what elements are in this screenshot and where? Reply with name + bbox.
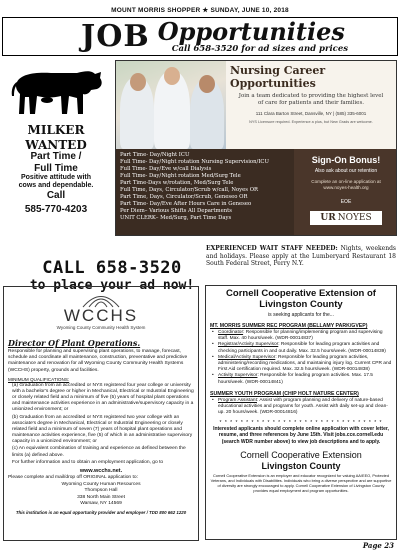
- job-opportunities-banner: [2, 17, 398, 56]
- wcchs-description: Responsible for planning and supervising plant operations, to manage, forecast, schedule and coordinate all maintenance, construction, preventative and predictive maintenance and renovation for all Wyoming County Community Health Systems (WCCHS) property, grounds and facilities.: [8, 349, 188, 373]
- nursing-info: [226, 61, 396, 149]
- wcchs-qual-c: (c) An equivalent combination of training and experience as defined between the limits (a) defined above.: [12, 446, 186, 458]
- wcchs-address-line: 338 North Main Street: [77, 494, 125, 500]
- nurses-photo: [116, 61, 226, 149]
- masthead: MOUNT MORRIS SHOPPER ★ SUNDAY, JUNE 10, 2018: [111, 7, 289, 14]
- position-item: [210, 373, 392, 385]
- star-divider: * * * * * * * * * * * * * * * * * * * * * * * * * * * * * * *: [219, 419, 383, 426]
- call-line2: to place your ad now!: [29, 278, 195, 293]
- milker-phone: 585-770-4203: [24, 203, 88, 215]
- shift-item: Full Time- Day/Night rotation Nursing Supervision/ICU: [120, 158, 269, 165]
- banner-job: JOB: [81, 18, 150, 54]
- wcchs-further-info: For further information and to obtain an employment application, go to: [12, 459, 164, 465]
- position-item: [210, 330, 392, 342]
- wcchs-ad: [3, 286, 199, 541]
- shift-item: UNIT CLERK– Med/Surg, Part Time Days: [120, 214, 232, 221]
- position-item: [210, 398, 392, 417]
- sign-on-bonus-panel: [294, 149, 397, 236]
- nursing-address: 111 Clara Barton Street, Dansville, NY | (585) 335-6001: [255, 110, 367, 116]
- ur-noyes-logo: [310, 211, 382, 225]
- retention-note: Also ask about our retention: [314, 168, 378, 174]
- wcchs-address-line: Warsaw, NY 14569: [80, 501, 122, 507]
- milker-line5: Call: [46, 190, 66, 202]
- milker-wanted-ad: [4, 60, 108, 236]
- milker-line3: Positive attitude with: [20, 174, 91, 182]
- cow-icon: [7, 60, 105, 122]
- nursing-career-ad: [115, 60, 397, 236]
- call-line1: CALL 658-3520: [42, 258, 182, 278]
- wcchs-logo-subtitle: Wyoming County Community Health System: [56, 325, 146, 330]
- cornell-extension-ad: [205, 285, 397, 540]
- cornell-footer-heading1: Cornell Cooperative Extension: [240, 450, 362, 461]
- position-text: : Assist with program planning and delivery of nature-based educational activities and programs for youth. Assist with daily set-up and clean-up. 20 hours/week. (WDR-00014816): [218, 397, 388, 416]
- apply-line1: Complete an on-line application at: [311, 179, 381, 184]
- wcchs-job-title: Director Of Plant Operations.: [8, 338, 141, 348]
- wcchs-qual-b: (b) Graduation from an accredited or NYS registered two year college with an associate's degree in Mechanical, Electrical or Industrial Engineering or closely related field and a minimum of seven (7) years of hospital plant operations and maintenance activities experience, five (5) of which in an administrative supervisory capacity in a unionized environment; or: [12, 414, 193, 445]
- banner-right: [157, 16, 349, 54]
- cornell-eeo-statement: Cornell Cooperative Extension is an employer and educator recognized for valuing AA/EEO, Protected Veterans, and Individuals with Disabilities. Individuals who bring a diverse perspective and are supportive of diversity are strongly encouraged to apply. Cornell Cooperative Extension of Livingston County provides equal employment and program opportunities.: [210, 472, 392, 494]
- wcchs-qual-a: (a) Graduation from an accredited or NYS registered four year college or university with a bachelor's degree or higher in Mechanical, Electrical or Industrial Engineering or closely related field and a minimum of five (5) years of hospital plant operations and maintenance activities experience in an administrative/supervisory capacity in a unionized environment; or: [12, 382, 194, 413]
- logo-ur: UR: [320, 213, 336, 223]
- milker-line4: cows and dependable.: [18, 182, 94, 190]
- nursing-license: NYS Licensure required. Experience a plus, but New Grads are welcome.: [249, 119, 373, 124]
- wait-staff-ad: [206, 245, 396, 268]
- position-item: [210, 355, 392, 374]
- wcchs-logo-text: WCCHS: [63, 306, 139, 325]
- nursing-title1: Nursing Career: [230, 64, 326, 77]
- cornell-apply-instructions: Interested applicants should complete online application with cover letter, resume, and three references by June 15th. Visit jobs.cce.cornell.edu (search WDR number above) to view job descriptions and to apply.: [213, 425, 389, 445]
- position-role: Medical/Activity Supervisor: [218, 354, 276, 360]
- shift-item: Per Diem– Various Shifts All Departments: [120, 207, 232, 214]
- wcchs-eeo-statement: This institution is an equal opportunity provider and employer / TDD 800 662 1220: [15, 509, 187, 515]
- milker-line2: Full Time: [34, 162, 78, 174]
- position-item: [210, 342, 392, 354]
- shift-item: Full Time, Days, Circulator/Scrub w/call, Noyes OR: [120, 186, 259, 193]
- wcchs-min-qual-title: MINIMUM QUALIFICATIONS:: [8, 376, 70, 382]
- milker-heading2: WANTED: [25, 137, 87, 152]
- wcchs-address-line: Wyoming County Human Resources: [61, 482, 141, 488]
- position-role: Activity Supervisor: [218, 373, 258, 379]
- nursing-title2: Opportunities: [230, 76, 316, 90]
- position-text: : Responsible for leading program activities and checking participants in and out daily. Max. 32.5 hours/week. (WDR-00014839): [218, 342, 386, 354]
- milker-line1: Part Time /: [30, 151, 82, 163]
- position-role: Program Assistant: [218, 397, 257, 403]
- wcchs-mail-instructions: Please complete and mail/drop off ORIGINAL application to:: [8, 474, 138, 480]
- wcchs-address: [8, 482, 194, 508]
- waitstaff-body: Nights, weekends and holidays. Please apply at the Lumberyard Restaurant 18 South Federal Street, Perry N.Y.: [206, 245, 397, 267]
- cornell-heading2: Livingston County: [259, 298, 343, 310]
- wcchs-address-line: Thompson Hall: [84, 488, 118, 494]
- cornell-seeking: is seeking applicants for the...: [268, 311, 334, 318]
- shift-item: Full Time- Day/Eve w/call Dialysis: [120, 165, 212, 172]
- sign-on-bonus: Sign-On Bonus!: [311, 155, 381, 165]
- shift-item: Part Time-Days w/rotation, Med/Surg Tele: [120, 179, 234, 186]
- nursing-tagline1: Join a team dedicated to providing the highest level: [238, 93, 384, 100]
- position-role: Coordinator: [218, 329, 244, 335]
- position-text: : Responsible for planning/implementing program and supervising staff. Max. 40 hours/week. (WDR-00014837): [218, 329, 383, 342]
- shift-item: Full Time- Day/Night rotation Med/Surg Tele: [120, 172, 241, 179]
- page-number: Page 23: [362, 541, 394, 550]
- nursing-shift-list: [116, 149, 294, 236]
- shift-item: Part Time- Day/Eve After Hours Care in Geneseo: [120, 200, 252, 207]
- summer-rec-positions: [210, 330, 392, 386]
- waitstaff-lead: EXPERIENCED WAIT STAFF NEEDED:: [206, 245, 338, 252]
- cornell-section-summer-rec: MT. MORRIS SUMMER REC PROGRAM (BELLAMY PARK/GVEP): [210, 322, 368, 329]
- cornell-footer-heading2: Livingston County: [261, 460, 341, 471]
- cornell-heading1: Cornell Cooperative Extension of: [226, 288, 376, 299]
- nursing-tagline2: of care for patients and their families.: [257, 100, 365, 107]
- milker-heading1: MILKER: [27, 123, 85, 137]
- apply-website: www.noyes-health.org: [323, 184, 369, 190]
- summer-youth-positions: [210, 398, 392, 417]
- banner-opportunities: Opportunities: [157, 16, 345, 46]
- position-text: : Responsible for leading program activities, administering/recording medications, and maintaining injury log. Current CPR and First Aid certification required. Max. 32.5 hours/week. (WDR-00014838): [218, 354, 392, 373]
- banner-subtitle: Call 658-3520 for ad sizes and prices: [171, 43, 349, 54]
- logo-noyes: NOYES: [337, 213, 372, 223]
- shift-item: Part Time, Days, Circulator/Scrub, Geneseo OR: [120, 193, 248, 200]
- eoe-label: EOE: [340, 198, 352, 205]
- position-role: Registrar/Activity Supervisor: [218, 342, 279, 348]
- wcchs-website: www.wcchs.net.: [79, 467, 123, 474]
- cornell-section-summer-youth: SUMMER YOUTH PROGRAM (CHIP HOLT NATURE CENTER): [210, 390, 359, 397]
- position-text: : Responsible for leading program activities. Max. 17.5 hours/week. (WDR-00014841): [218, 373, 373, 385]
- shift-item: Part Time- Day/Night ICU: [120, 152, 190, 158]
